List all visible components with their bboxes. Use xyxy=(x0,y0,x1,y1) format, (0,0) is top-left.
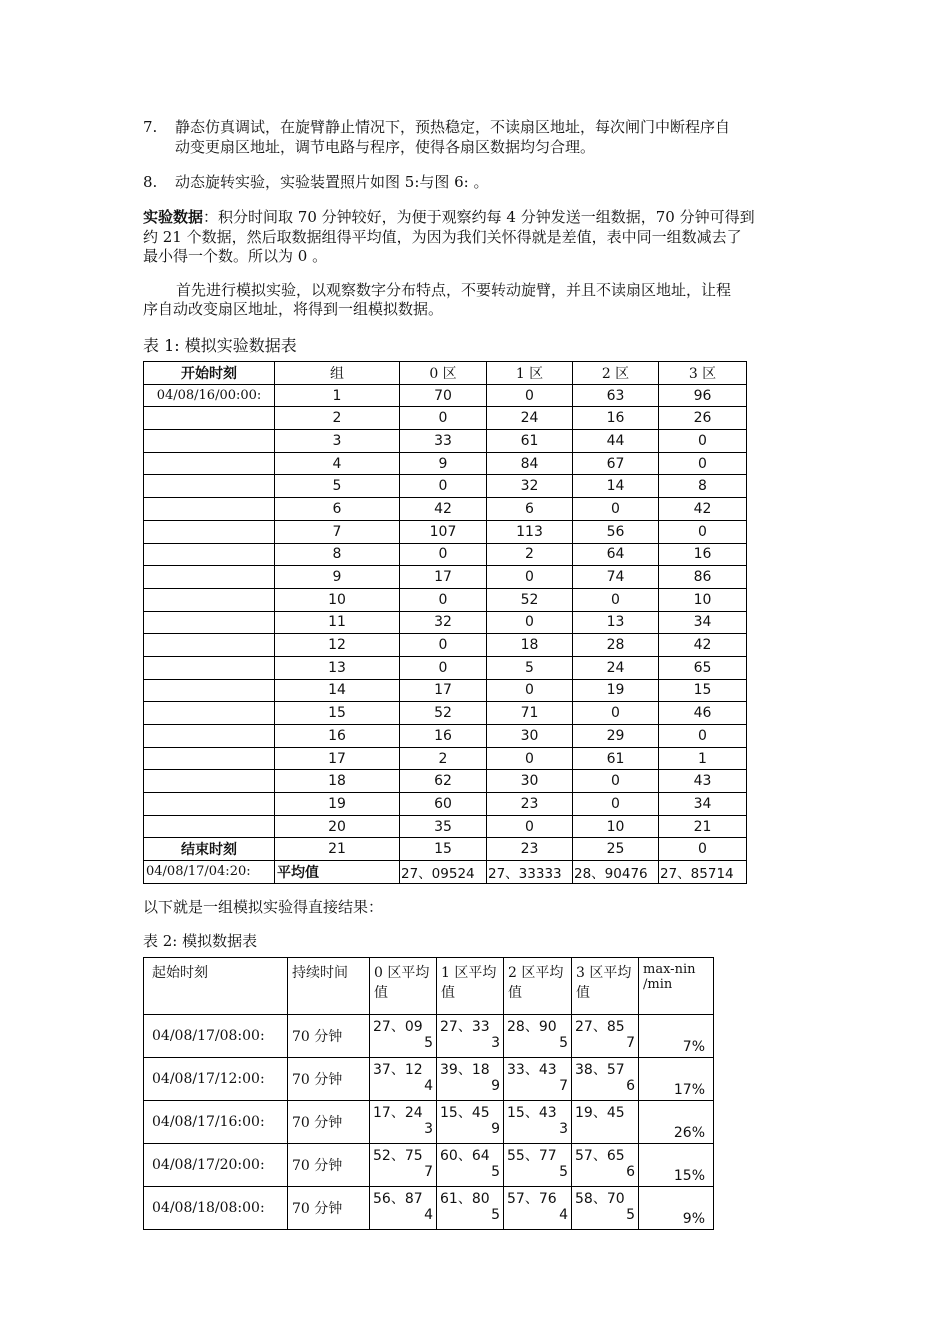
table-cell: 0 xyxy=(659,430,747,453)
table-cell: 2 xyxy=(487,543,573,566)
table-cell: 30 xyxy=(487,725,573,748)
table-cell: 0 xyxy=(659,725,747,748)
table-cell: 32 xyxy=(487,475,573,498)
average-value-cell xyxy=(370,1187,437,1230)
table2-caption: 表 2: 模拟数据表 xyxy=(143,932,258,950)
table-cell: 64 xyxy=(573,543,659,566)
start-time-cell: 04/08/17/12:00: xyxy=(144,1058,288,1101)
table-cell xyxy=(144,611,275,634)
table-row xyxy=(144,815,747,838)
table-cell xyxy=(144,656,275,679)
table-row xyxy=(144,656,747,679)
table-cell: 3 xyxy=(275,430,400,453)
value-line: 52、75 xyxy=(373,1148,423,1164)
average-value-cell xyxy=(437,1101,504,1144)
table-row xyxy=(144,384,747,407)
table-cell: 4 xyxy=(275,452,400,475)
value-line: 3 xyxy=(491,1035,500,1051)
table-cell: 0 xyxy=(573,793,659,816)
table-cell: 29 xyxy=(573,725,659,748)
table-cell: 107 xyxy=(400,520,487,543)
table-cell: 23 xyxy=(487,838,573,861)
average-value-cell xyxy=(370,1015,437,1058)
table-cell xyxy=(144,452,275,475)
table-cell: 17 xyxy=(400,566,487,589)
average-value-cell xyxy=(572,1187,639,1230)
table-row xyxy=(144,634,747,657)
table-cell: 15 xyxy=(275,702,400,725)
value-line: 15、45 xyxy=(440,1105,490,1121)
table-cell: 42 xyxy=(659,634,747,657)
table-cell: 17 xyxy=(400,679,487,702)
table-cell: 0 xyxy=(487,679,573,702)
table-cell: 23 xyxy=(487,793,573,816)
table-row xyxy=(144,679,747,702)
paragraph-line: 动变更扇区地址，调节电路与程序，使得各扇区数据均匀合理。 xyxy=(175,138,596,156)
average-value-cell xyxy=(370,1144,437,1187)
value-line: 5 xyxy=(491,1164,500,1180)
table-cell: 52 xyxy=(400,702,487,725)
table-cell: 5 xyxy=(275,475,400,498)
table-cell: 20 xyxy=(275,815,400,838)
value-line: 5 xyxy=(626,1207,635,1223)
paragraph-line: ：积分时间取 70 分钟较好，为便于观察约每 4 分钟发送一组数据，70 分钟可得到 xyxy=(203,208,755,226)
value-line: 58、70 xyxy=(575,1191,625,1207)
table-row xyxy=(144,793,747,816)
table-row xyxy=(144,1187,714,1230)
table-cell: 19 xyxy=(573,679,659,702)
table-cell: 9 xyxy=(275,566,400,589)
column-header: 2 区平均值 xyxy=(504,958,572,1015)
table-cell: 0 xyxy=(400,407,487,430)
column-header: 组 xyxy=(275,362,400,385)
value-line: 27、33 xyxy=(440,1019,490,1035)
table-cell: 2 xyxy=(400,747,487,770)
column-header: 1 区平均值 xyxy=(437,958,504,1015)
paragraph-line: 首先进行模拟实验，以观察数字分布特点，不要转动旋臂，并且不读扇区地址，让程 xyxy=(176,281,732,299)
table-cell: 60 xyxy=(400,793,487,816)
ratio-cell: 15% xyxy=(639,1144,714,1187)
ratio-cell: 7% xyxy=(639,1015,714,1058)
value-line: 57、65 xyxy=(575,1148,625,1164)
table-row xyxy=(144,520,747,543)
value-line: 55、77 xyxy=(507,1148,557,1164)
table-cell xyxy=(144,679,275,702)
experiment-data-paragraph xyxy=(143,206,755,228)
table-cell: 43 xyxy=(659,770,747,793)
duration-cell: 70 分钟 xyxy=(288,1015,370,1058)
table-cell: 44 xyxy=(573,430,659,453)
value-line: 60、64 xyxy=(440,1148,490,1164)
table-cell: 96 xyxy=(659,384,747,407)
value-line: 5 xyxy=(491,1207,500,1223)
table-row xyxy=(144,611,747,634)
table-cell: 8 xyxy=(275,543,400,566)
duration-cell: 70 分钟 xyxy=(288,1058,370,1101)
column-header: 持续时间 xyxy=(288,958,370,1015)
value-line: 6 xyxy=(626,1078,635,1094)
table-cell: 62 xyxy=(400,770,487,793)
average-value-cell xyxy=(437,1015,504,1058)
value-line: 33、43 xyxy=(507,1062,557,1078)
table-cell: 0 xyxy=(487,611,573,634)
table-cell: 52 xyxy=(487,588,573,611)
value-line: 61、80 xyxy=(440,1191,490,1207)
table-cell: 25 xyxy=(573,838,659,861)
table-cell: 0 xyxy=(487,566,573,589)
table-row xyxy=(144,747,747,770)
table-cell: 0 xyxy=(400,475,487,498)
table-row xyxy=(144,543,747,566)
table-cell xyxy=(144,475,275,498)
table-cell xyxy=(144,588,275,611)
value-line: 39、18 xyxy=(440,1062,490,1078)
table-cell: 86 xyxy=(659,566,747,589)
average-value-cell xyxy=(504,1015,572,1058)
average-row xyxy=(144,861,747,884)
table-cell: 67 xyxy=(573,452,659,475)
table-cell: 6 xyxy=(487,498,573,521)
value-line: 56、87 xyxy=(373,1191,423,1207)
value-line: 7 xyxy=(424,1164,433,1180)
value-line: 5 xyxy=(559,1164,568,1180)
start-time-cell: 04/08/17/20:00: xyxy=(144,1144,288,1187)
table1-caption: 表 1: 模拟实验数据表 xyxy=(143,336,297,355)
table-row xyxy=(144,1015,714,1058)
table-cell: 0 xyxy=(659,838,747,861)
value-line: 37、12 xyxy=(373,1062,423,1078)
table-cell: 8 xyxy=(659,475,747,498)
average-value-cell xyxy=(437,1144,504,1187)
average-value-cell xyxy=(370,1058,437,1101)
value-line: 38、57 xyxy=(575,1062,625,1078)
table-cell: 21 xyxy=(659,815,747,838)
table-cell: 61 xyxy=(573,747,659,770)
average-value: 27、09524 xyxy=(400,861,487,884)
ratio-cell: 26% xyxy=(639,1101,714,1144)
table-cell: 56 xyxy=(573,520,659,543)
table-cell: 0 xyxy=(573,498,659,521)
end-time-label: 结束时刻 xyxy=(144,838,275,861)
value-line: 3 xyxy=(424,1121,433,1137)
table-cell: 74 xyxy=(573,566,659,589)
table-cell xyxy=(144,725,275,748)
table-row xyxy=(144,1058,714,1101)
table-cell: 1 xyxy=(659,747,747,770)
average-value-cell xyxy=(572,1058,639,1101)
bold-label: 实验数据 xyxy=(143,208,204,226)
summary-data-table xyxy=(143,957,714,1230)
value-line: 4 xyxy=(424,1078,433,1094)
table-cell: 7 xyxy=(275,520,400,543)
table-cell: 5 xyxy=(487,656,573,679)
start-time-cell: 04/08/16/00:00: xyxy=(144,384,275,407)
value-line: 15、43 xyxy=(507,1105,557,1121)
value-line: 7 xyxy=(559,1078,568,1094)
table-cell: 63 xyxy=(573,384,659,407)
table-cell: 113 xyxy=(487,520,573,543)
column-header: max-nin /min xyxy=(639,958,714,1015)
value-line: 19、45 xyxy=(575,1105,625,1121)
column-header: 起始时刻 xyxy=(144,958,288,1015)
column-header: 3 区 xyxy=(659,362,747,385)
average-value-cell xyxy=(437,1187,504,1230)
value-line: 6 xyxy=(626,1164,635,1180)
table-cell: 84 xyxy=(487,452,573,475)
table-cell xyxy=(144,498,275,521)
table-cell: 0 xyxy=(400,543,487,566)
start-time-cell: 04/08/17/08:00: xyxy=(144,1015,288,1058)
value-line: 4 xyxy=(424,1207,433,1223)
table-row xyxy=(144,770,747,793)
table-cell: 16 xyxy=(659,543,747,566)
table-cell xyxy=(144,770,275,793)
table-cell: 26 xyxy=(659,407,747,430)
value-line: 9 xyxy=(491,1078,500,1094)
average-value-cell xyxy=(572,1015,639,1058)
table-cell: 34 xyxy=(659,611,747,634)
paragraph-line: 以下就是一组模拟实验得直接结果： xyxy=(143,898,384,916)
table-row xyxy=(144,452,747,475)
table-row xyxy=(144,407,747,430)
table-cell: 0 xyxy=(487,384,573,407)
value-line: 57、76 xyxy=(507,1191,557,1207)
table-cell: 70 xyxy=(400,384,487,407)
table-cell: 42 xyxy=(400,498,487,521)
table-cell: 32 xyxy=(400,611,487,634)
table-cell: 19 xyxy=(275,793,400,816)
table-cell: 0 xyxy=(400,588,487,611)
table-cell xyxy=(144,747,275,770)
table-header-row xyxy=(144,362,747,385)
value-line: 5 xyxy=(424,1035,433,1051)
table-cell: 65 xyxy=(659,656,747,679)
table-cell: 46 xyxy=(659,702,747,725)
table-cell: 0 xyxy=(400,656,487,679)
duration-cell: 70 分钟 xyxy=(288,1144,370,1187)
value-line: 27、09 xyxy=(373,1019,423,1035)
table-cell: 28 xyxy=(573,634,659,657)
average-value-cell xyxy=(504,1187,572,1230)
average-value-cell xyxy=(504,1144,572,1187)
table-row xyxy=(144,588,747,611)
table-cell: 0 xyxy=(487,815,573,838)
start-time-cell: 04/08/18/08:00: xyxy=(144,1187,288,1230)
table-cell xyxy=(144,520,275,543)
column-header: 1 区 xyxy=(487,362,573,385)
list-number: 7. xyxy=(143,118,158,136)
table-row xyxy=(144,430,747,453)
value-line: 9 xyxy=(491,1121,500,1137)
ratio-cell: 9% xyxy=(639,1187,714,1230)
table-cell: 0 xyxy=(487,747,573,770)
table-cell xyxy=(144,407,275,430)
table-cell xyxy=(144,702,275,725)
table-cell xyxy=(144,793,275,816)
value-line: 28、90 xyxy=(507,1019,557,1035)
table-cell xyxy=(144,566,275,589)
column-header: 0 区 xyxy=(400,362,487,385)
table-cell: 6 xyxy=(275,498,400,521)
value-line: 27、85 xyxy=(575,1019,625,1035)
column-header: 开始时刻 xyxy=(144,362,275,385)
paragraph-line: 静态仿真调试，在旋臂静止情况下，预热稳定，不读扇区地址，每次闸门中断程序自 xyxy=(175,118,731,136)
table-cell: 0 xyxy=(400,634,487,657)
average-value-cell xyxy=(572,1101,639,1144)
simulation-data-table xyxy=(143,361,747,884)
table-cell: 13 xyxy=(275,656,400,679)
average-value: 27、33333 xyxy=(487,861,573,884)
table-row xyxy=(144,498,747,521)
average-value-cell xyxy=(504,1101,572,1144)
average-value: 28、90476 xyxy=(573,861,659,884)
table-cell: 35 xyxy=(400,815,487,838)
ratio-cell: 17% xyxy=(639,1058,714,1101)
table-cell: 0 xyxy=(659,452,747,475)
table-cell: 0 xyxy=(573,770,659,793)
list-number: 8. xyxy=(143,173,158,191)
table-cell: 0 xyxy=(659,520,747,543)
paragraph-line: 动态旋转实验，实验装置照片如图 5:与图 6: 。 xyxy=(175,173,489,191)
duration-cell: 70 分钟 xyxy=(288,1187,370,1230)
table-row xyxy=(144,725,747,748)
table-cell: 16 xyxy=(400,725,487,748)
table-cell xyxy=(144,543,275,566)
table-cell xyxy=(144,430,275,453)
value-line: 7 xyxy=(626,1035,635,1051)
table-cell: 16 xyxy=(275,725,400,748)
table-cell: 42 xyxy=(659,498,747,521)
column-header: 0 区平均值 xyxy=(370,958,437,1015)
table-cell: 0 xyxy=(573,588,659,611)
table-row xyxy=(144,702,747,725)
table-header-row xyxy=(144,958,714,1015)
table-cell: 0 xyxy=(573,702,659,725)
table-cell xyxy=(144,634,275,657)
table-cell: 15 xyxy=(400,838,487,861)
paragraph-line: 约 21 个数据，然后取数据组得平均值，为因为我们关怀得就是差值，表中同一组数减去了 xyxy=(143,228,742,246)
table-cell: 61 xyxy=(487,430,573,453)
column-header: 2 区 xyxy=(573,362,659,385)
table-cell: 17 xyxy=(275,747,400,770)
table-cell: 10 xyxy=(659,588,747,611)
table-cell: 16 xyxy=(573,407,659,430)
average-value-cell xyxy=(504,1058,572,1101)
start-time-cell: 04/08/17/16:00: xyxy=(144,1101,288,1144)
table-cell: 71 xyxy=(487,702,573,725)
value-line: 4 xyxy=(559,1207,568,1223)
table-cell: 30 xyxy=(487,770,573,793)
value-line: 5 xyxy=(559,1035,568,1051)
value-line: 17、24 xyxy=(373,1105,423,1121)
duration-cell: 70 分钟 xyxy=(288,1101,370,1144)
average-value-cell xyxy=(437,1058,504,1101)
table-row xyxy=(144,475,747,498)
average-value: 27、85714 xyxy=(659,861,747,884)
table-cell: 18 xyxy=(487,634,573,657)
table-cell: 13 xyxy=(573,611,659,634)
value-line: 3 xyxy=(559,1121,568,1137)
table-row xyxy=(144,566,747,589)
average-value-cell xyxy=(572,1144,639,1187)
table-cell: 2 xyxy=(275,407,400,430)
table-row xyxy=(144,1144,714,1187)
table-cell xyxy=(144,815,275,838)
list-item-8 xyxy=(143,171,489,193)
table-row xyxy=(144,838,747,861)
paragraph-line: 序自动改变扇区地址，将得到一组模拟数据。 xyxy=(143,300,444,318)
table-cell: 10 xyxy=(275,588,400,611)
table-cell: 33 xyxy=(400,430,487,453)
table-cell: 12 xyxy=(275,634,400,657)
list-item-7 xyxy=(143,116,730,138)
table-cell: 24 xyxy=(487,407,573,430)
table-cell: 18 xyxy=(275,770,400,793)
table-cell: 10 xyxy=(573,815,659,838)
column-header: 3 区平均值 xyxy=(572,958,639,1015)
table-cell: 24 xyxy=(573,656,659,679)
table-cell: 14 xyxy=(573,475,659,498)
paragraph-line: 最小得一个数。所以为 0 。 xyxy=(143,247,328,265)
table-cell: 1 xyxy=(275,384,400,407)
table-cell: 14 xyxy=(275,679,400,702)
average-label: 平均值 xyxy=(275,861,400,884)
table-cell: 9 xyxy=(400,452,487,475)
end-time-cell: 04/08/17/04:20: xyxy=(144,861,275,884)
average-value-cell xyxy=(370,1101,437,1144)
table-cell: 34 xyxy=(659,793,747,816)
table-row xyxy=(144,1101,714,1144)
table-cell: 21 xyxy=(275,838,400,861)
table-cell: 11 xyxy=(275,611,400,634)
table-cell: 15 xyxy=(659,679,747,702)
